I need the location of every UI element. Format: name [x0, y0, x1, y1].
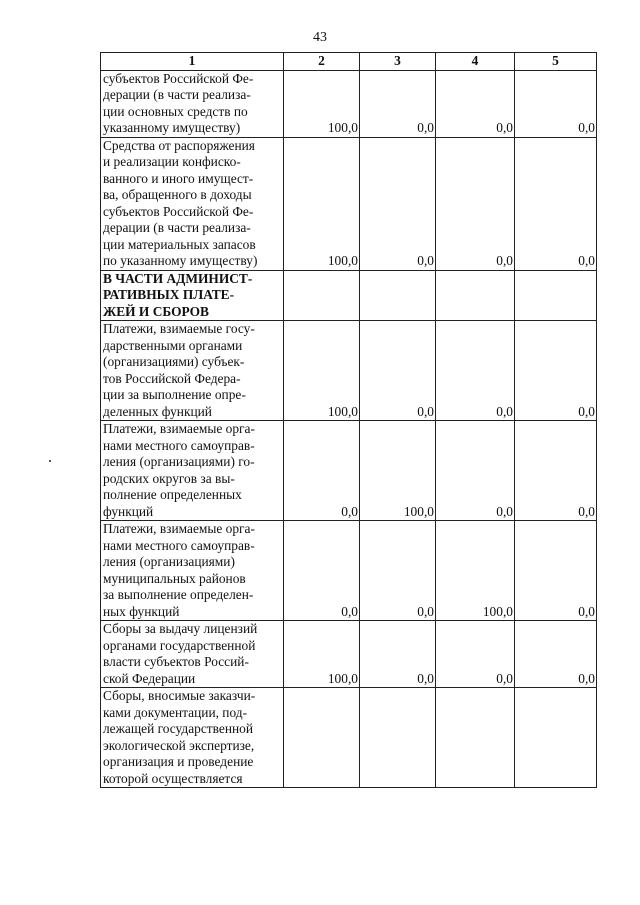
- percent-cell-col4: [436, 688, 515, 788]
- percent-cell-col5: [515, 270, 597, 321]
- scan-speck: [49, 460, 51, 462]
- revenue-name-cell: Платежи, взимаемые орга- нами местного самоуправ- ления (организациями) муниципальных районов за выполнение определен- ных функций: [101, 521, 284, 621]
- column-header: 4: [436, 53, 515, 71]
- percent-cell-col3: 0,0: [360, 521, 436, 621]
- table-row: [101, 688, 597, 788]
- table-row: [101, 70, 597, 137]
- column-header: 2: [284, 53, 360, 71]
- percent-cell-col4: 0,0: [436, 137, 515, 270]
- percent-cell-col3: [360, 688, 436, 788]
- section-heading-cell: В ЧАСТИ АДМИНИСТ- РАТИВНЫХ ПЛАТЕ- ЖЕЙ И СБОРОВ: [101, 270, 284, 321]
- percent-cell-col3: 0,0: [360, 321, 436, 421]
- percent-cell-col5: 0,0: [515, 621, 597, 688]
- page-number: 43: [313, 30, 327, 45]
- percent-cell-col5: 0,0: [515, 421, 597, 521]
- percent-cell-col2: 100,0: [284, 137, 360, 270]
- table-row: [101, 137, 597, 270]
- percent-cell-col3: 0,0: [360, 621, 436, 688]
- percent-cell-col4: 0,0: [436, 70, 515, 137]
- percent-cell-col3: 0,0: [360, 70, 436, 137]
- percent-cell-col4: 0,0: [436, 421, 515, 521]
- percent-cell-col4: 0,0: [436, 321, 515, 421]
- percent-cell-col5: 0,0: [515, 521, 597, 621]
- column-header: 1: [101, 53, 284, 71]
- percent-cell-col2: [284, 270, 360, 321]
- revenue-name-cell: субъектов Российской Фе- дерации (в части реализа- ции основных средств по указанному имуществу): [101, 70, 284, 137]
- table-row: [101, 621, 597, 688]
- revenue-name-cell: Средства от распоряжения и реализации конфиско- ванного и иного имущест- ва, обращенного в доходы субъектов Российской Фе- дерации (в части реализа- ции материальных запасов по указанному имуществу): [101, 137, 284, 270]
- header-row: [101, 53, 597, 71]
- percent-cell-col2: 0,0: [284, 421, 360, 521]
- table-row: [101, 321, 597, 421]
- percent-cell-col2: [284, 688, 360, 788]
- percent-cell-col2: 100,0: [284, 70, 360, 137]
- percent-cell-col4: 0,0: [436, 621, 515, 688]
- table-row: [101, 270, 597, 321]
- percent-cell-col5: 0,0: [515, 137, 597, 270]
- percent-cell-col5: [515, 688, 597, 788]
- column-header: 3: [360, 53, 436, 71]
- percent-cell-col4: [436, 270, 515, 321]
- revenue-name-cell: Сборы, вносимые заказчи- ками документации, под- лежащей государственной экологической экспертизе, организация и проведение которой осуществляется: [101, 688, 284, 788]
- percent-cell-col2: 100,0: [284, 321, 360, 421]
- percent-cell-col5: 0,0: [515, 70, 597, 137]
- percent-cell-col2: 100,0: [284, 621, 360, 688]
- percent-cell-col3: 0,0: [360, 137, 436, 270]
- revenue-name-cell: Платежи, взимаемые госу- дарственными органами (организациями) субъек- тов Российской Федера- ции за выполнение опре- деленных функций: [101, 321, 284, 421]
- percent-cell-col3: [360, 270, 436, 321]
- table-row: [101, 521, 597, 621]
- revenue-name-cell: Сборы за выдачу лицензий органами государственной власти субъектов Россий- ской Федерации: [101, 621, 284, 688]
- revenue-distribution-table: [100, 52, 597, 788]
- percent-cell-col5: 0,0: [515, 321, 597, 421]
- revenue-name-cell: Платежи, взимаемые орга- нами местного самоуправ- ления (организациями) го- родских округов за вы- полнение определенных функций: [101, 421, 284, 521]
- percent-cell-col4: 100,0: [436, 521, 515, 621]
- column-header: 5: [515, 53, 597, 71]
- percent-cell-col3: 100,0: [360, 421, 436, 521]
- table-row: [101, 421, 597, 521]
- percent-cell-col2: 0,0: [284, 521, 360, 621]
